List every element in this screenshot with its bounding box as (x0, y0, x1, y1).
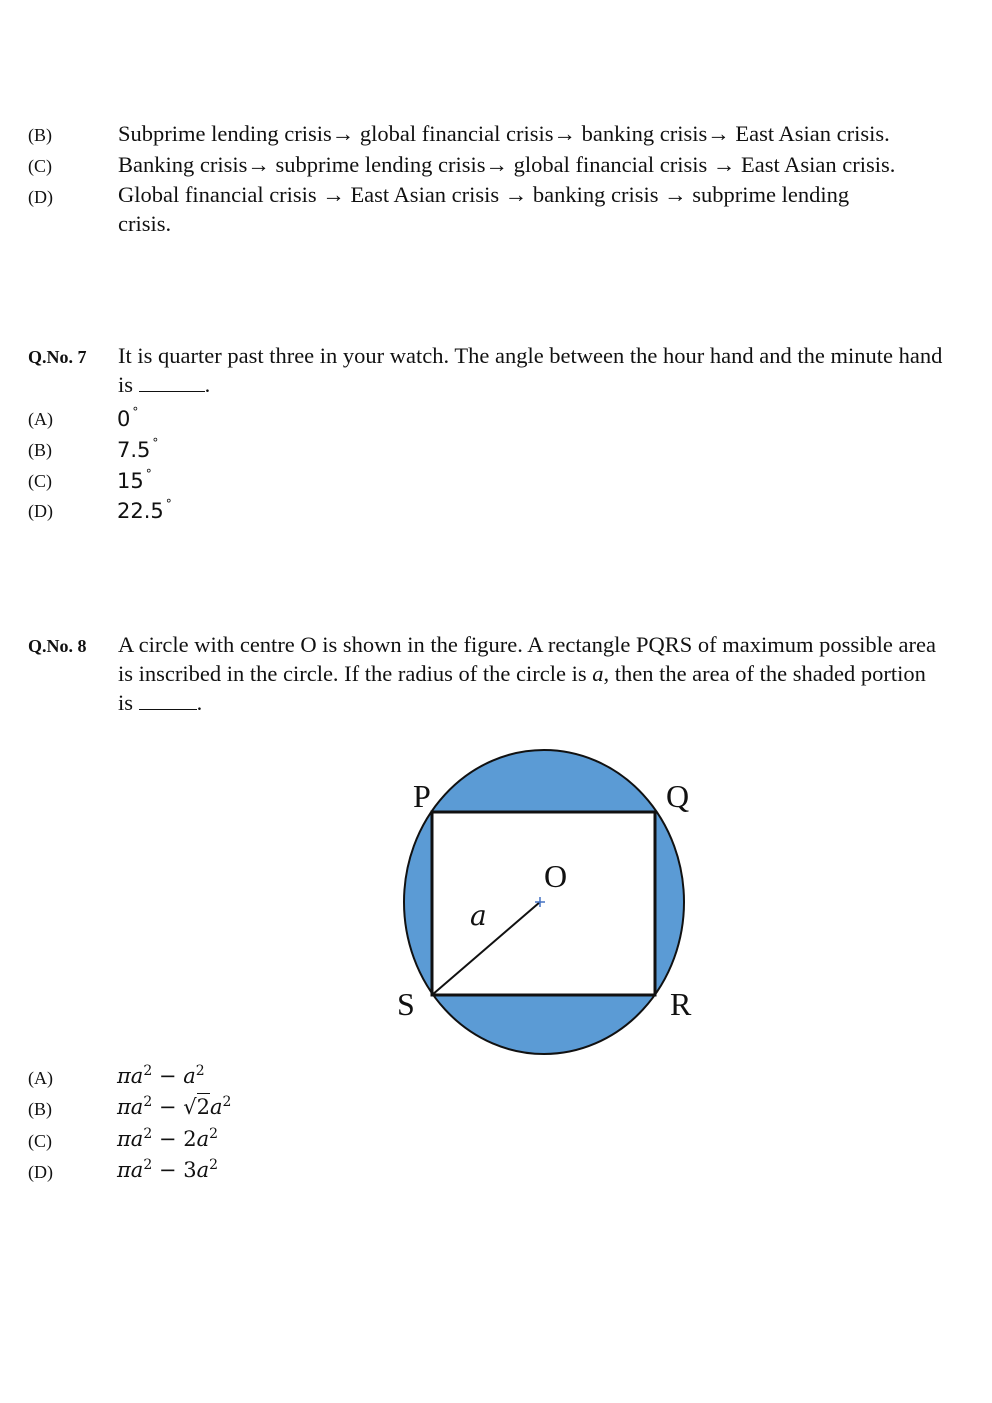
q7-option-a-label: (A) (28, 409, 53, 429)
answer-blank (139, 375, 205, 392)
q6-option-d-text-line1[interactable]: Global financial crisis → East Asian crisis → banking crisis → subprime lending (118, 182, 850, 207)
q8-option-d-value[interactable]: $\pi a^2 - 3a^2$ (117, 1157, 219, 1182)
q7-question-is: is (118, 372, 134, 397)
degree-symbol: ° (152, 436, 159, 450)
q6-option-b-text[interactable]: Subprime lending crisis→ global financial crisis→ banking crisis→ East Asian crisis. (118, 121, 890, 146)
q8-question-line1: A circle with centre O is shown in the figure. A rectangle PQRS of maximum possible area (118, 632, 936, 657)
answer-blank (139, 693, 197, 710)
q6-option-b-label: (B) (28, 125, 52, 145)
q8-question-line2-start: is inscribed in the circle. If the radius of the circle is (118, 661, 587, 686)
q7-option-b-number: 7.5 (117, 438, 151, 462)
q7-question-line2: is . (118, 372, 211, 397)
q7-option-c-label: (C) (28, 471, 52, 491)
radius-variable: a (592, 661, 604, 686)
label-s: S (397, 986, 415, 1022)
q7-option-d-value[interactable] (117, 497, 172, 523)
degree-symbol: ° (165, 497, 172, 511)
q8-question-line2 (118, 659, 926, 688)
q6-option-d-label: (D) (28, 187, 53, 207)
q7-question-line1: It is quarter past three in your watch. The angle between the hour hand and the minute hand (118, 343, 943, 368)
q8-number: Q.No. 8 (28, 636, 87, 656)
label-q: Q (666, 778, 690, 814)
degree-symbol: ° (145, 467, 152, 481)
rectangle-pqrs (432, 812, 655, 995)
q7-option-b-label: (B) (28, 440, 52, 460)
q8-option-b-value[interactable]: $\pi a^2 - √2a^2$ (117, 1094, 232, 1119)
q7-option-a-value[interactable] (117, 405, 138, 431)
q6-option-c-text[interactable]: Banking crisis→ subprime lending crisis→ global financial crisis → East Asian crisis. (118, 152, 896, 177)
q7-option-c-value[interactable] (117, 467, 152, 493)
q8-question-line2-end: , then the area of the shaded portion (603, 661, 926, 686)
q7-option-c-number: 15 (117, 469, 144, 493)
q8-option-a-value[interactable]: $\pi a^2 - a^2$ (117, 1063, 205, 1088)
q8-question-line3: is . (118, 690, 203, 715)
degree-symbol: ° (132, 405, 139, 419)
q7-number: Q.No. 7 (28, 347, 87, 367)
q8-option-a-label: (A) (28, 1068, 53, 1088)
label-r: R (670, 986, 692, 1022)
label-p: P (413, 778, 431, 814)
q8-option-c-value[interactable]: $\pi a^2 - 2a^2$ (117, 1126, 219, 1151)
q7-option-d-label: (D) (28, 501, 53, 521)
q7-option-a-number: 0 (117, 407, 131, 431)
q8-option-b-label: (B) (28, 1099, 52, 1119)
circle-rectangle-figure (370, 740, 710, 1070)
q6-option-d-text-line2[interactable]: crisis. (118, 211, 172, 236)
q8-option-d-label: (D) (28, 1162, 53, 1182)
q8-option-c-label: (C) (28, 1131, 52, 1151)
q7-option-b-value[interactable] (117, 436, 158, 462)
q6-option-c-label: (C) (28, 156, 52, 176)
label-o: O (544, 858, 568, 894)
q8-question-is: is (118, 690, 134, 715)
label-radius: a (470, 899, 487, 932)
q7-option-d-number: 22.5 (117, 499, 164, 523)
